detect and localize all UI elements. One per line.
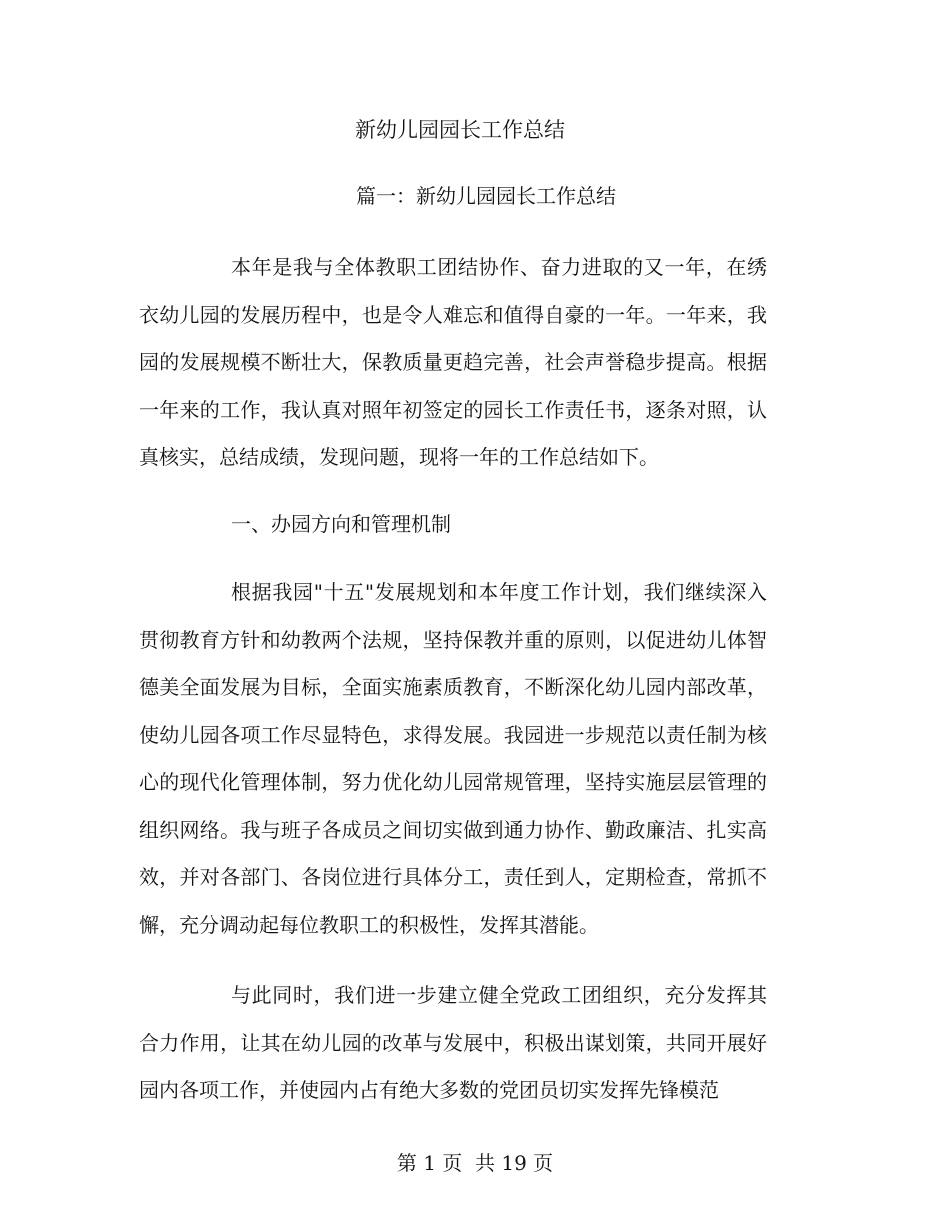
document-title: 新幼儿园园长工作总结	[355, 118, 565, 142]
paragraph-management: 根据我园"十五"发展规划和本年度工作计划，我们继续深入贯彻教育方针和幼教两个法规，坚持保教并重的原则，以促进幼儿体智德美全面发展为目标，全面实施素质教育，不断深化幼儿园内部改革，使幼儿园各项工作尽显特色，求得发展。我园进一步规范以责任制为核心的现代化管理体制，努力优化幼儿园常规管理，坚持实施层层管理的组织网络。我与班子各成员之间切实做到通力协作、勤政廉洁、扎实高效，并对各部门、各岗位进行具体分工，责任到人，定期检查，常抓不懈，充分调动起每位教职工的积极性，发挥其潜能。	[139, 580, 767, 937]
footer-prefix: 第	[396, 1151, 417, 1175]
footer-middle: 页 共	[442, 1151, 495, 1175]
footer-suffix: 页	[533, 1151, 554, 1175]
document-subtitle: 篇一：新幼儿园园长工作总结	[356, 184, 616, 208]
paragraph-party-organization: 与此同时，我们进一步建立健全党政工团组织，充分发挥其合力作用，让其在幼儿园的改革与发展中，积极出谋划策，共同开展好园内各项工作，并使园内占有绝大多数的党团员切实发挥先锋模范	[139, 983, 767, 1102]
section-heading: 一、办园方向和管理机制	[231, 512, 451, 536]
footer-page-number: 1	[423, 1151, 436, 1175]
footer-total-pages: 19	[501, 1151, 527, 1175]
page-footer	[0, 1147, 950, 1179]
paragraph-intro: 本年是我与全体教职工团结协作、奋力进取的又一年，在绣衣幼儿园的发展历程中，也是令人难忘和值得自豪的一年。一年来，我园的发展规模不断壮大，保教质量更趋完善，社会声誉稳步提高。根据一年来的工作，我认真对照年初签定的园长工作责任书，逐条对照，认真核实，总结成绩，发现问题，现将一年的工作总结如下。	[139, 255, 767, 469]
